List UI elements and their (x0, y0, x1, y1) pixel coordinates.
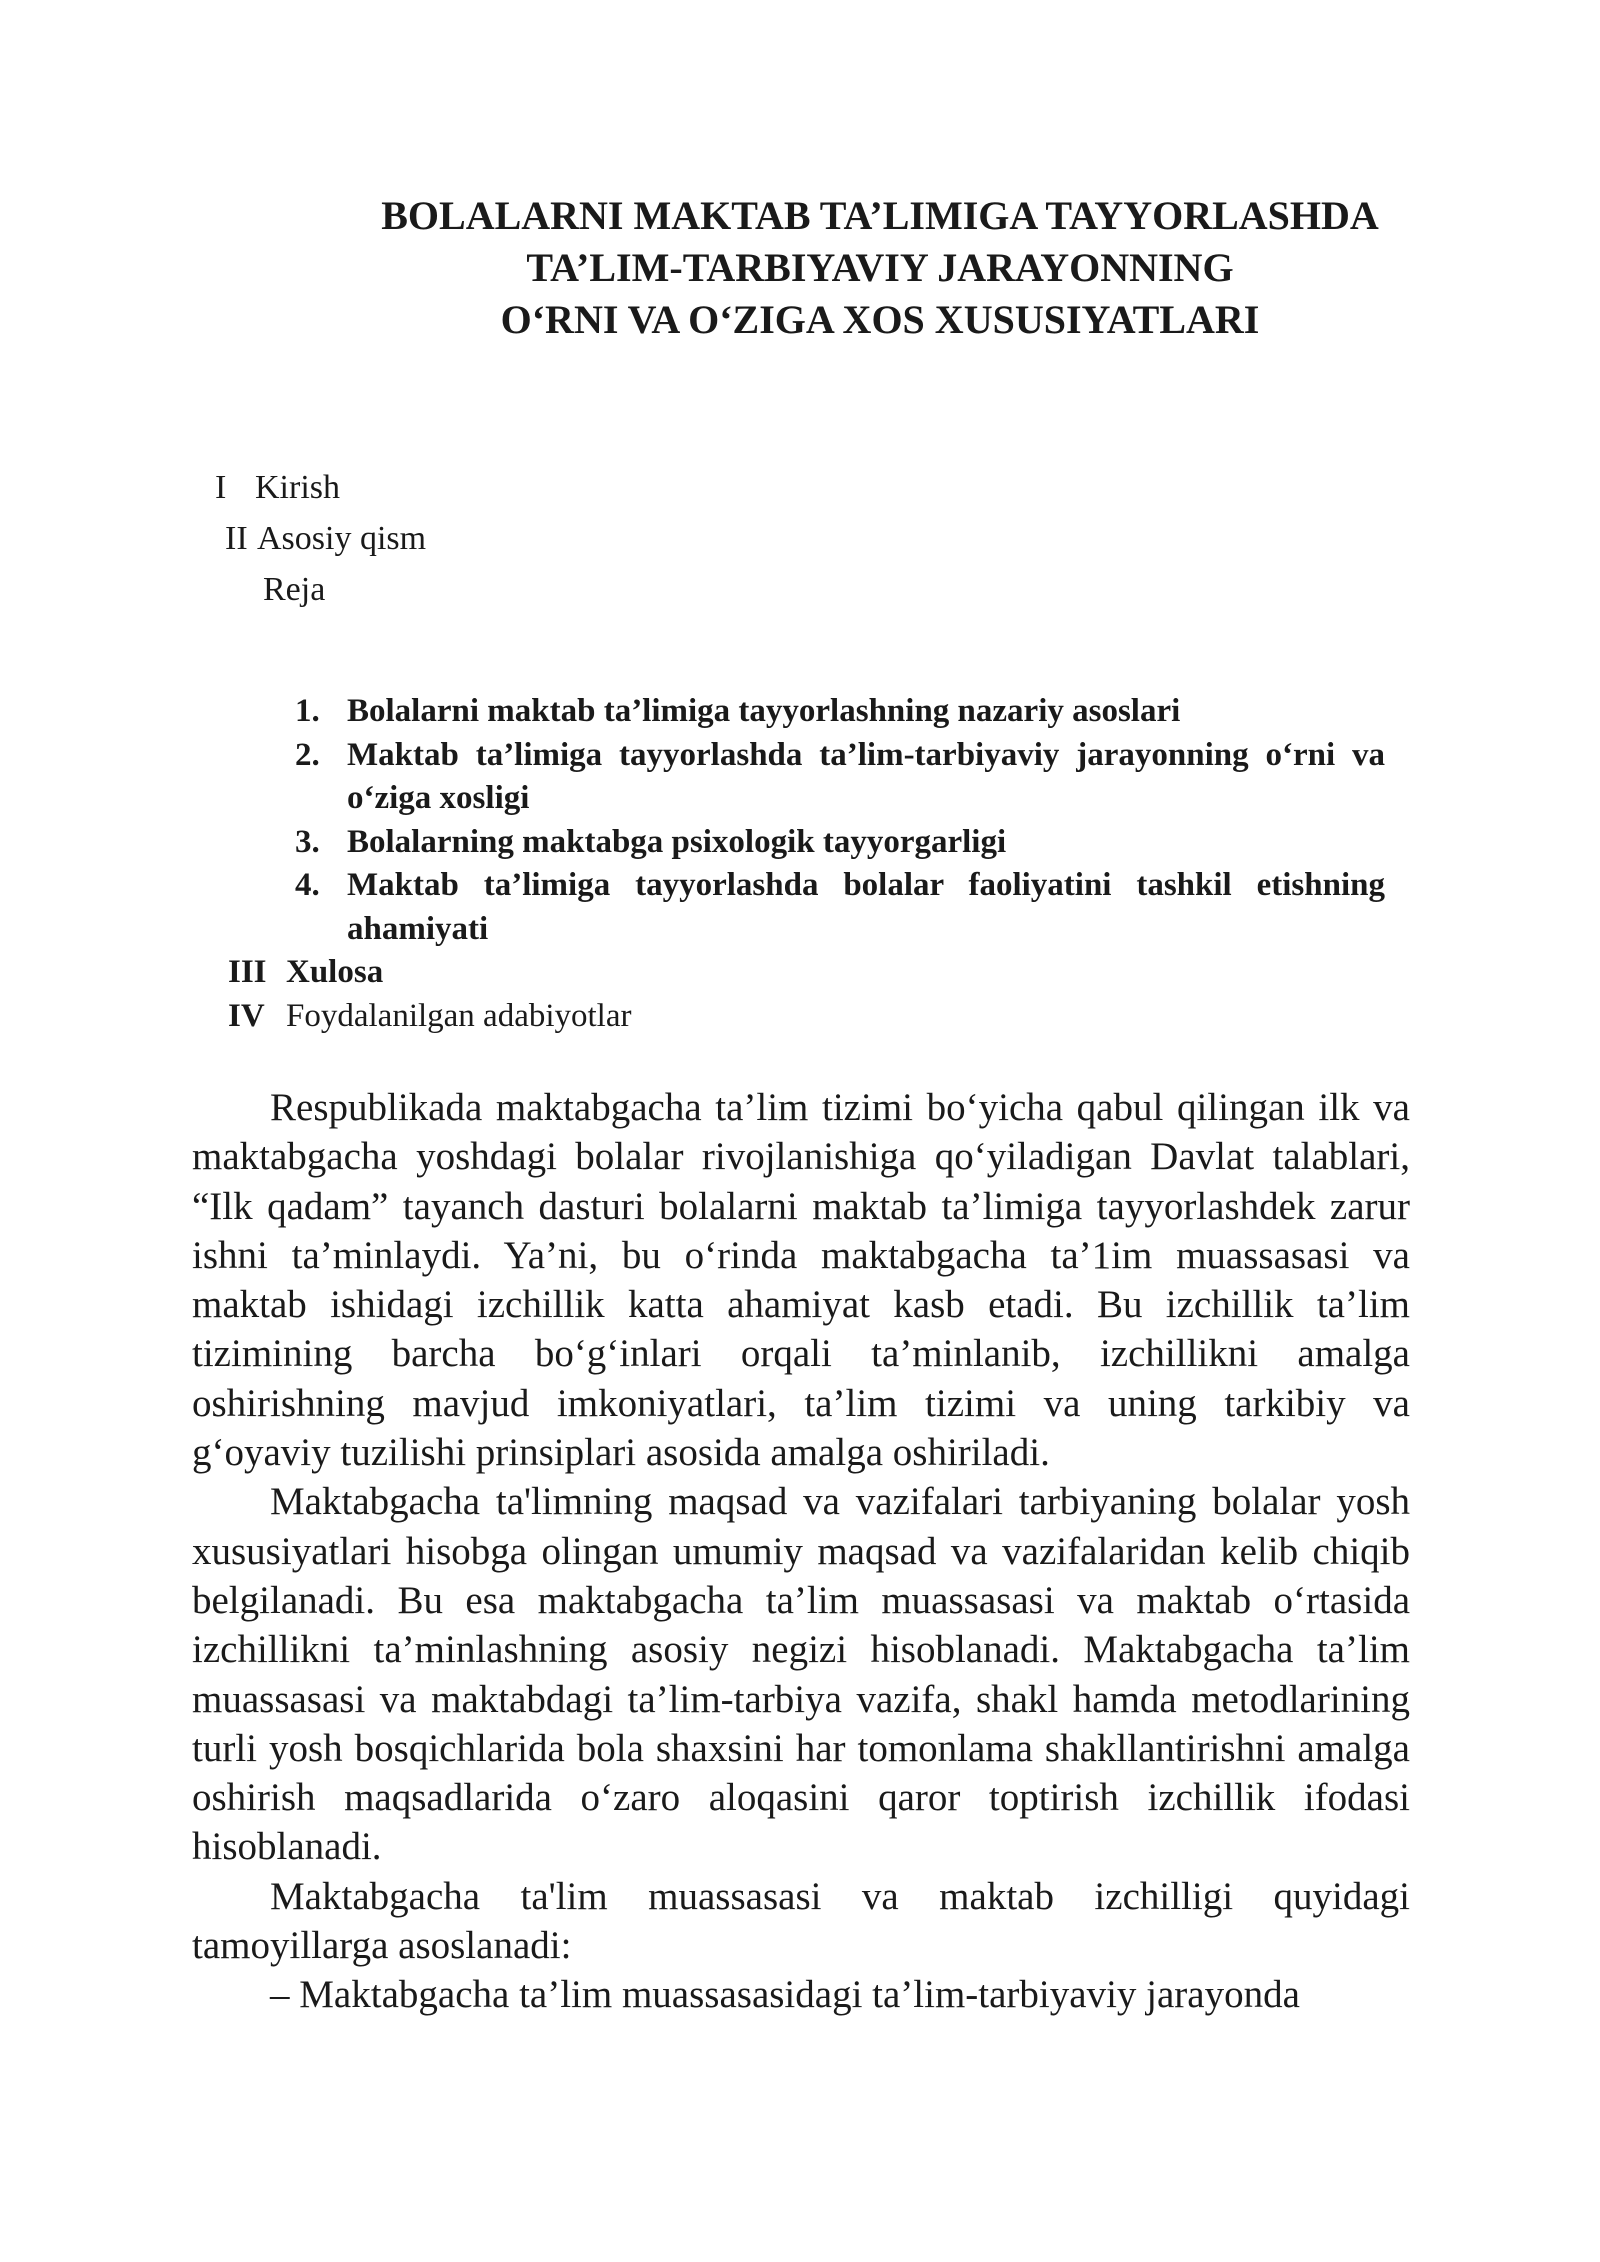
section-label: Foydalanilgan adabiyotlar (286, 998, 632, 1034)
plan-item (295, 864, 1385, 951)
section-references (228, 994, 632, 1038)
plan-list (295, 690, 1385, 951)
paragraph: Maktabgacha ta'lim muassasasi va maktab izchilligi quyidagi tamoyillarga asoslanadi: (192, 1874, 1410, 1968)
title-line-2: TA’LIM-TARBIYAVIY JARAYONNING (526, 245, 1234, 290)
section-number: III (228, 954, 267, 990)
paragraph: Maktabgacha ta'limning maqsad va vazifalari tarbiyaning bolalar yosh xususiyatlari hisobga olingan umumiy maqsad va vazifalaridan kelib chiqib belgilanadi. Bu esa maktabgacha ta’lim muassasasi va maktab o‘rtasida izchillikni ta’minlashning asosiy negizi hisoblanadi. Maktabgacha ta’lim muassasasi va maktabdagi ta’lim-tarbiya vazifa, shakl hamda metodlarining turli yosh bosqichlarida bola shaxsini har tomonlama shakllantirishni amalga oshirish maqsadlarida o‘zaro aloqasini qaror toptirish izchillik ifodasi hisoblanadi. (192, 1480, 1410, 1869)
section-conclusion (228, 950, 632, 994)
outline-number: II (225, 520, 248, 557)
plan-item-text: Maktab ta’limiga tayyorlashda bolalar faoliyatini tashkil etishning ahamiyati (347, 867, 1385, 947)
plan-item-number: 2. (295, 736, 320, 773)
document-title (300, 190, 1460, 346)
paragraph: Respublikada maktabgacha ta’lim tizimi bo‘yicha qabul qilingan ilk va maktabgacha yoshdagi bolalar rivojlanishiga qo‘yiladigan Davlat talablari, “Ilk qadam” tayanch dasturi bolalarni maktab ta’limiga tayyorlashdek zarur ishni ta’minlaydi. Ya’ni, bu o‘rinda maktabgacha ta’1im muassasasi va maktab ishidagi izchillik katta ahamiyat kasb etadi. Bu izchillik ta’lim tizimining barcha bo‘g‘inlari orqali ta’minlanib, izchillikni amalga oshirishning mavjud imkoniyatlari, ta’lim tizimi va uning tarkibiy va g‘oyaviy tuzilishi prinsiplari asosida amalga oshiriladi. (192, 1086, 1410, 1475)
outline (215, 462, 426, 615)
paragraph: – Maktabgacha ta’lim muassasasidagi ta’lim-tarbiyaviy jarayonda (270, 1973, 1300, 2017)
closing-sections (228, 950, 632, 1038)
plan-item-text: Bolalarning maktabga psixologik tayyorgarligi (347, 823, 1007, 860)
outline-label: Asosiy qism (257, 520, 427, 557)
outline-label: Kirish (255, 469, 340, 506)
outline-label: Reja (263, 571, 326, 608)
plan-item-text: Maktab ta’limiga tayyorlashda ta’lim-tarbiyaviy jarayonning o‘rni va o‘ziga xosligi (347, 736, 1385, 816)
plan-item-number: 1. (295, 693, 320, 729)
outline-item-intro (215, 462, 426, 513)
outline-item-plan-heading (263, 564, 426, 615)
section-number: IV (228, 998, 265, 1034)
outline-item-main (225, 513, 426, 564)
plan-item (295, 821, 1385, 865)
plan-item-number: 3. (295, 823, 320, 860)
outline-number: I (215, 469, 227, 506)
plan-item (295, 734, 1385, 821)
plan-item-text: Bolalarni maktab ta’limiga tayyorlashning nazariy asoslari (347, 693, 1181, 729)
body-text (192, 1083, 1410, 2020)
section-label: Xulosa (286, 954, 384, 990)
title-line-1: BOLALARNI MAKTAB TA’LIMIGA TAYYORLASHDA (381, 193, 1379, 238)
plan-item-number: 4. (295, 867, 320, 903)
title-line-3: O‘RNI VA O‘ZIGA XOS XUSUSIYATLARI (500, 297, 1260, 342)
plan-item (295, 690, 1385, 734)
